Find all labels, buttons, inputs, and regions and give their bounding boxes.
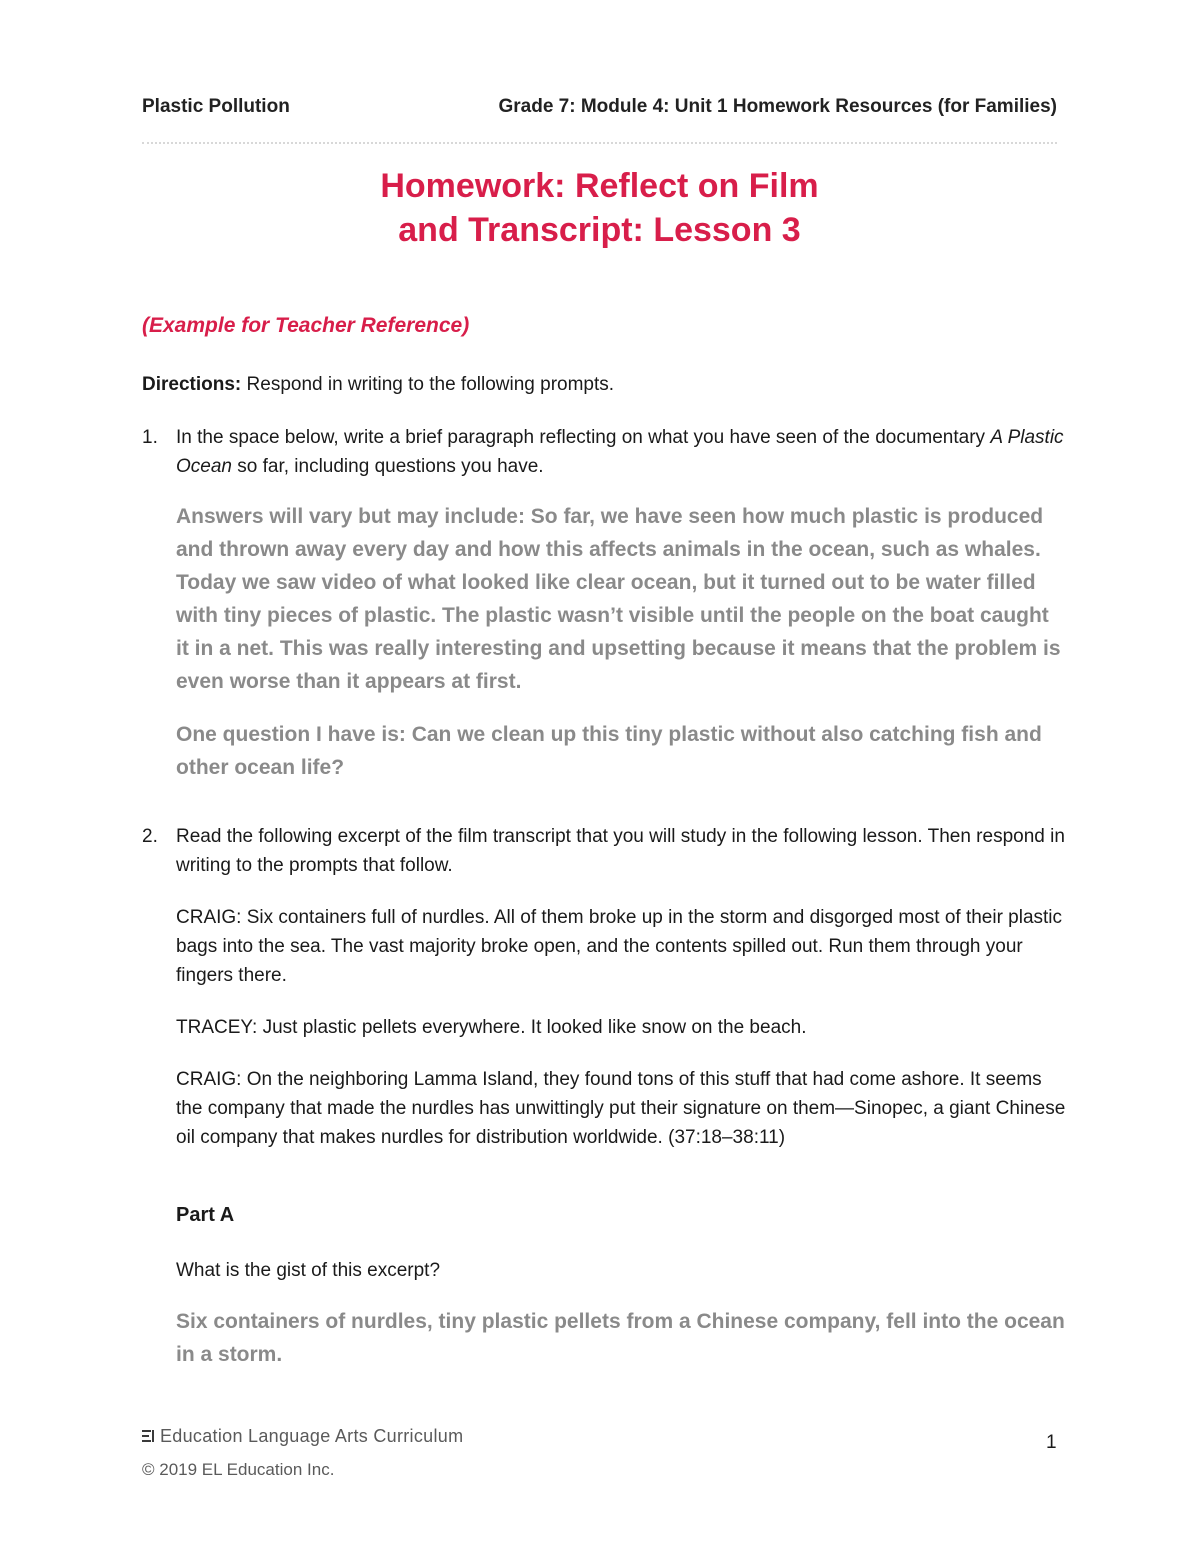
header-divider bbox=[142, 142, 1057, 144]
film-title: A Plastic Ocean bbox=[176, 427, 1064, 477]
transcript-tracey: TRACEY: Just plastic pellets everywhere. It looked like snow on the beach. bbox=[176, 1017, 807, 1038]
el-logo-icon bbox=[142, 1429, 156, 1443]
directions-label: Directions: bbox=[142, 374, 242, 395]
page-number: 1 bbox=[1046, 1432, 1057, 1453]
title-line-1: Homework: Reflect on Film bbox=[380, 167, 819, 205]
footer-copyright: © 2019 EL Education Inc. bbox=[142, 1460, 335, 1479]
part-a-answer: Six containers of nurdles, tiny plastic pellets from a Chinese company, fell into the ocean in a storm. bbox=[176, 1310, 1065, 1366]
example-label: (Example for Teacher Reference) bbox=[142, 314, 470, 337]
header-unit-title: Plastic Pollution bbox=[142, 96, 290, 117]
directions-text: Respond in writing to the following prompts. bbox=[241, 374, 615, 395]
header-module-info: Grade 7: Module 4: Unit 1 Homework Resources (for Families) bbox=[498, 96, 1057, 117]
footer-brand bbox=[142, 1426, 463, 1447]
part-a-question: What is the gist of this excerpt? bbox=[176, 1260, 441, 1281]
footer-brand-text: Education Language Arts Curriculum bbox=[160, 1426, 464, 1446]
answer-1-question: One question I have is: Can we clean up this tiny plastic without also catching fish and other ocean life? bbox=[176, 723, 1042, 779]
page-header bbox=[142, 96, 1057, 122]
part-a-label: Part A bbox=[176, 1204, 235, 1226]
prompt-1-text-a: In the space below, write a brief paragraph reflecting on what you have seen of the documentary bbox=[176, 427, 991, 448]
prompt-1-number: 1. bbox=[142, 427, 158, 448]
transcript-craig-2: CRAIG: On the neighboring Lamma Island, they found tons of this stuff that had come ashore. It seems the company that made the nurdles has unwittingly put their signature on them—Sinopec, a giant Chinese oil company that makes nurdles for distribution worldwide. (37:18–38:11) bbox=[176, 1069, 1066, 1148]
title-line-2: and Transcript: Lesson 3 bbox=[398, 211, 801, 249]
answer-1-paragraph: Answers will vary but may include: So far, we have seen how much plastic is produced and thrown away every day and how this affects animals in the ocean, such as whales. Today we saw video of what looked like clear ocean, but it turned out to be water filled with tiny pieces of plastic. The plastic wasn’t visible until the people on the boat caught it in a net. This was really interesting and upsetting because it means that the problem is even worse than it appears at first. bbox=[176, 505, 1061, 693]
prompt-2-number: 2. bbox=[142, 826, 158, 847]
page-title bbox=[142, 164, 1057, 252]
prompt-1-text bbox=[176, 423, 1066, 481]
prompt-1-text-b: so far, including questions you have. bbox=[231, 456, 544, 477]
directions bbox=[142, 370, 1057, 399]
prompt-2-text: Read the following excerpt of the film transcript that you will study in the following lesson. Then respond in writing to the prompts that follow. bbox=[176, 826, 1065, 876]
transcript-craig-1: CRAIG: Six containers full of nurdles. All of them broke up in the storm and disgorged most of their plastic bags into the sea. The vast majority broke open, and the contents spilled out. Run them through your fingers there. bbox=[176, 907, 1063, 986]
